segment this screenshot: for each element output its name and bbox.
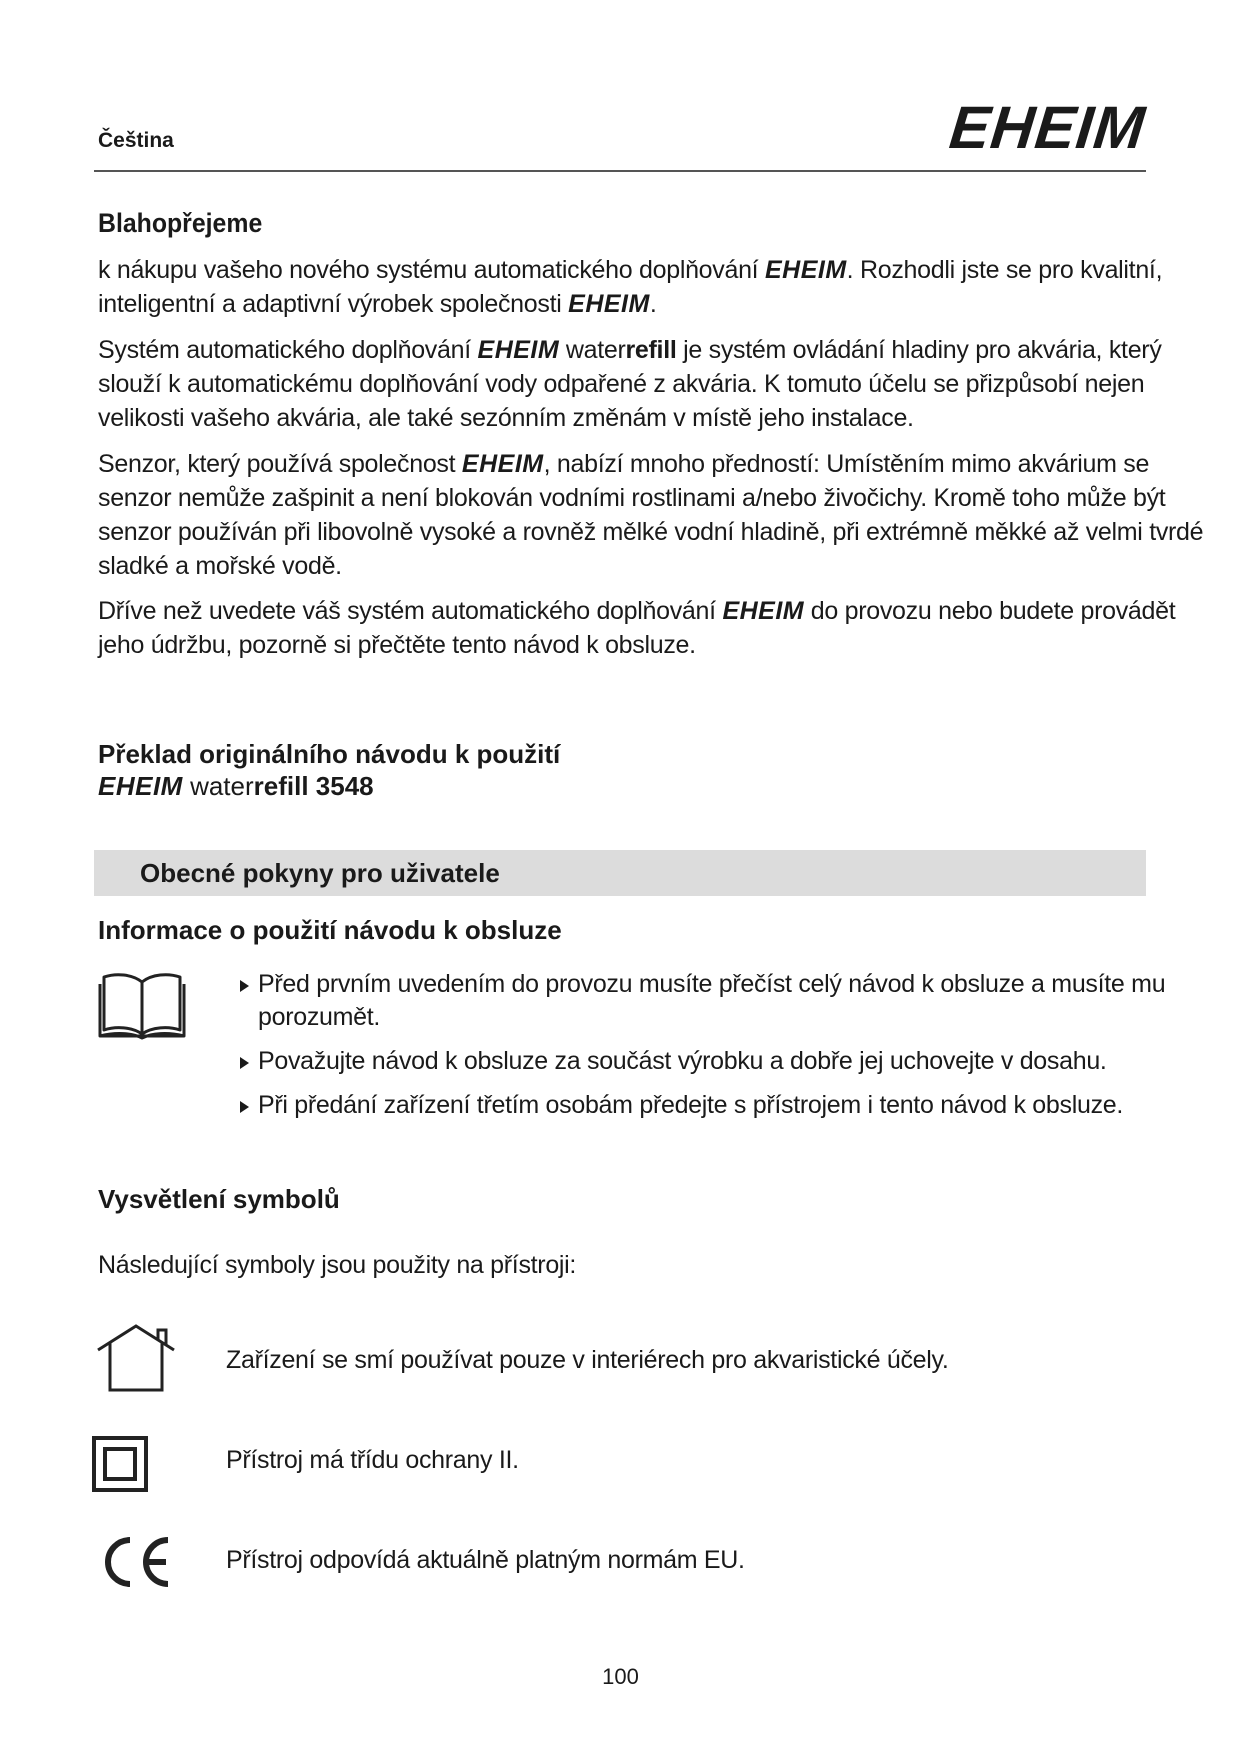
list-item: Před prvním uvedením do provozu musíte přečíst celý návod k obsluze a musíte mu porozumět. bbox=[238, 968, 1178, 1034]
language-label: Čeština bbox=[98, 129, 174, 152]
manual-info-heading: Informace o použití návodu k obsluze bbox=[98, 915, 562, 945]
protection-class-ii-icon bbox=[92, 1436, 148, 1492]
brand-name: EHEIM bbox=[568, 290, 650, 318]
section-bar bbox=[94, 850, 1146, 896]
intro-heading: Blahopřejeme bbox=[98, 208, 263, 238]
manual-info-list bbox=[238, 968, 1178, 1133]
brand-name: EHEIM bbox=[477, 336, 560, 364]
intro-paragraph-4: Dříve než uvedete váš systém automatického doplňování EHEIM do provozu nebo budete provádět jeho údržbu, pozorně si přečtěte tento návod k obsluze. bbox=[98, 597, 1176, 659]
symbols-intro: Následující symboly jsou použity na přístroji: bbox=[98, 1251, 577, 1279]
intro-paragraph-2: Systém automatického doplňování EHEIM waterrefill je systém ovládání hladiny pro akvária, který slouží k automatickému doplňování vody odpařené z akvária. K tomuto účelu se přizpůsobí nejen velikosti vašeho akvária, ale také sezónním změnám v místě jeho instalace. bbox=[98, 336, 1162, 432]
eheim-logo: EHEIM bbox=[946, 94, 1149, 161]
translation-heading: Překlad originálního návodu k použití EHEIM waterrefill 3548 bbox=[98, 739, 561, 801]
symbols-heading: Vysvětlení symbolů bbox=[98, 1184, 340, 1214]
brand-name: EHEIM bbox=[722, 597, 805, 625]
symbol-description: Přístroj odpovídá aktuálně platným normám EU. bbox=[226, 1546, 745, 1574]
brand-name: EHEIM bbox=[461, 450, 544, 478]
page-number: 100 bbox=[602, 1664, 639, 1689]
list-item: Považujte návod k obsluze za součást výrobku a dobře jej uchovejte v dosahu. bbox=[238, 1045, 1178, 1078]
brand-name: EHEIM bbox=[98, 771, 183, 801]
list-item: Při předání zařízení třetím osobám předejte s přístrojem i tento návod k obsluze. bbox=[238, 1089, 1178, 1122]
brand-name: EHEIM bbox=[764, 256, 847, 284]
intro-paragraph-1: k nákupu vašeho nového systému automatického doplňování EHEIM. Rozhodli jste se pro kvalitní, inteligentní a adaptivní výrobek společnosti EHEIM. bbox=[98, 256, 1163, 318]
intro-paragraph-3: Senzor, který používá společnost EHEIM, nabízí mnoho předností: Umístěním mimo akvárium se senzor nemůže zašpinit a není blokován vodními rostlinami a/nebo živočichy. Kromě toho může být senzor používán při libovolně vysoké a rovněž mělké vodní hladině, při extrémně měkké až velmi tvrdé sladké a mořské vodě. bbox=[98, 450, 1204, 580]
ce-mark-icon bbox=[96, 1534, 176, 1590]
house-icon bbox=[96, 1322, 180, 1394]
symbol-description: Přístroj má třídu ochrany II. bbox=[226, 1446, 519, 1474]
section-title: Obecné pokyny pro uživatele bbox=[140, 858, 500, 888]
book-icon bbox=[96, 968, 188, 1040]
symbol-description: Zařízení se smí používat pouze v interiérech pro akvaristické účely. bbox=[226, 1346, 949, 1374]
header-divider bbox=[94, 170, 1146, 172]
